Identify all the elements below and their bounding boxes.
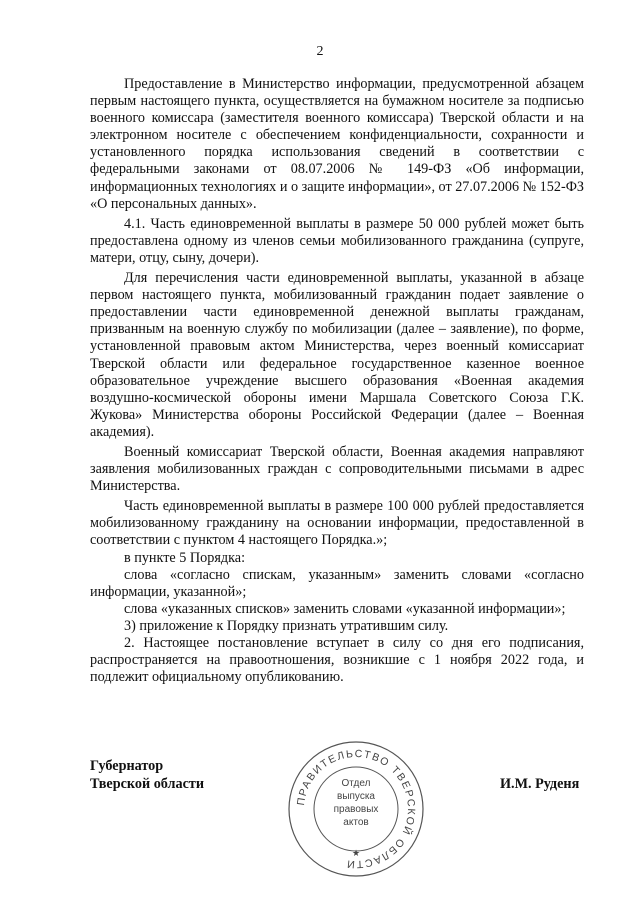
official-stamp [285,738,427,880]
paragraph-entry-into-force: 2. Настоящее постановление вступает в силу со дня его подписания, распространяется на правоотношения, возникшие с 1 ноября 2022 года, и подлежит официальному опубликованию. [90,635,584,686]
document-body [90,76,584,686]
paragraph-point-5: в пункте 5 Порядка: [124,549,246,566]
stamp-line-2: выпуска [337,791,375,802]
paragraph-4-1: 4.1. Часть единовременной выплаты в размере 50 000 рублей может быть предоставлена одному из членов семьи мобилизованного гражданина (супруге, матери, отцу, сыну, дочери). [90,215,584,266]
stamp-ring-text: ПРАВИТЕЛЬСТВО ТВЕРСКОЙ ОБЛАСТИ [295,747,418,871]
stamp-line-1: Отдел [341,778,371,789]
page-number: 2 [316,44,324,59]
signatory-name: И.М. Руденя [500,776,580,792]
paragraph-appendix-void: 3) приложение к Порядку признать утратившим силу. [124,617,449,634]
signature-title: Губернатор [90,758,164,774]
stamp-line-4: актов [343,817,369,828]
stamp-star-icon: ★ [351,849,361,859]
stamp-line-3: правовых [333,804,379,815]
paragraph-commissariat: Военный комиссариат Тверской области, Военная академия направляют заявления мобилизованных граждан с сопроводительными письмами в адрес Министерства. [90,443,584,495]
paragraph-information-submission: Предоставление в Министерство информации, предусмотренной абзацем первым настоящего пункта, осуществляется на бумажном носителе за подписью военного комиссара (заместителя военного комиссара) Тверской области и на электронном носителе с обеспечением конфиденциальности, сохранности и установленного порядка использования сведений в соответствии с федеральными законами от 08.07.2006 № 149-ФЗ «Об информации, информационных технологиях и о защите информации», от 27.07.2006 № 152-ФЗ «О персональных данных». [90,76,585,212]
signature-position [90,758,204,793]
paragraph-words-lists: слова «согласно спискам, указанным» заменить словами «согласно информации, указанной»; [90,566,584,600]
paragraph-application: Для перечисления части единовременной выплаты, указанной в абзаце первом настоящего пункта, мобилизованный гражданин подает заявление о предоставлении части единовременной денежной выплаты гражданам, призванным на военную службу по мобилизации (далее – заявление), по форме, установленной правовым актом Министерства, через военный комиссариат Тверской области или федеральное государственное казенное военное образовательное учреждение высшего образования «Военная академия воздушно-космической обороны имени Маршала Советского Союза Г.К. Жукова» Министерства обороны Российской Федерации (далее – Военная академия). [90,270,584,440]
paragraph-words-specified: слова «указанных списков» заменить словами «указанной информации»; [124,600,566,617]
signature-region: Тверской области [90,775,205,792]
paragraph-payment-100000: Часть единовременной выплаты в размере 100 000 рублей предоставляется мобилизованному гражданину на основании информации, предоставленной в соответствии с пунктом 4 настоящего Порядка.»; [90,498,584,549]
